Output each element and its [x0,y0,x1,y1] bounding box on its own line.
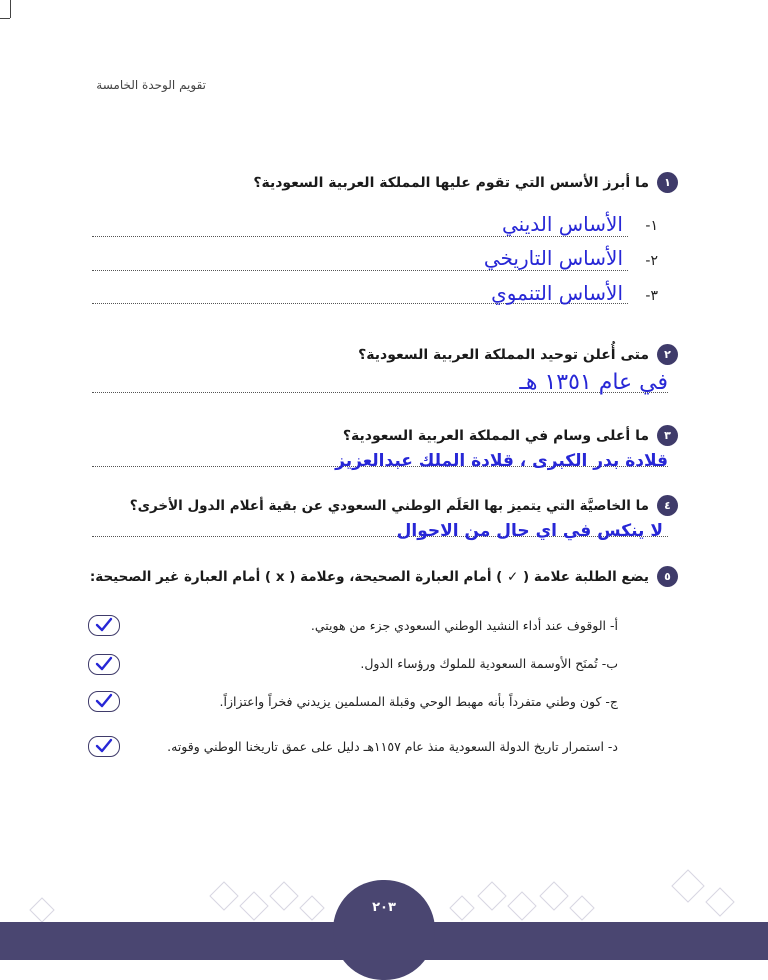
handwritten-answer: في عام ١٣٥١ هـ [519,370,668,395]
statement: د- استمرار تاريخ الدولة السعودية منذ عام ١١٥٧هـ دليل على عمق تاريخنا الوطني وقوته. [167,739,618,754]
question-3 [78,425,678,446]
question-1 [78,172,678,193]
check-icon [94,693,114,709]
statement: ب- تُمنَح الأوسمة السعودية للملوك ورؤساء الدول. [360,656,618,671]
crop-mark [10,0,11,18]
answer-box[interactable] [88,691,120,712]
statement: ج- كون وطني متفرداً بأنه مهبط الوحي وقبلة المسلمين يزيدني فخراً واعتزازاً. [219,694,618,709]
question-text: ما الخاصيَّة التي يتميز بها العَلَم الوطني السعودي عن بقية أعلام الدول الأخرى؟ [129,497,649,514]
question-number: ٢ [657,344,678,365]
page-number: ٢٠٣ [333,880,435,980]
answer-line [92,236,628,237]
item-prefix: ٣- [645,288,658,304]
check-icon [94,617,114,633]
question-text: ما أبرز الأسس التي تقوم عليها المملكة العربية السعودية؟ [253,174,649,191]
handwritten-answer: الأساس الديني [501,212,623,236]
check-icon [94,738,114,754]
check-icon [94,656,114,672]
question-text: يضع الطلبة علامة ( ✓ ) أمام العبارة الصحيحة، وعلامة ( x ) أمام العبارة غير الصحيحة: [89,568,649,585]
handwritten-answer: لا ينكس في اي حال من الاحوال [396,521,663,541]
question-2 [78,344,678,365]
question-number: ٥ [657,566,678,587]
answer-box[interactable] [88,654,120,675]
question-number: ٤ [657,495,678,516]
statement: أ- الوقوف عند أداء النشيد الوطني السعودي جزء من هويتي. [310,618,618,633]
question-text: ما أعلى وسام في المملكة العربية السعودية؟ [342,427,649,444]
question-number: ٣ [657,425,678,446]
item-prefix: ٢- [645,253,658,269]
answer-box[interactable] [88,615,120,636]
answer-line [92,270,628,271]
question-5 [78,566,678,587]
item-prefix: ١- [645,218,658,234]
question-4 [78,495,678,516]
handwritten-answer: قلادة بدر الكبرى ، قلادة الملك عبدالعزيز [335,451,668,471]
handwritten-answer: الأساس التاريخي [483,246,623,270]
answer-box[interactable] [88,736,120,757]
question-number: ١ [657,172,678,193]
handwritten-answer: الأساس التنموي [491,281,623,305]
crop-mark [0,18,10,19]
section-header: تقويم الوحدة الخامسة [96,78,206,92]
question-text: متى أُعلن توحيد المملكة العربية السعودية؟ [358,346,649,363]
